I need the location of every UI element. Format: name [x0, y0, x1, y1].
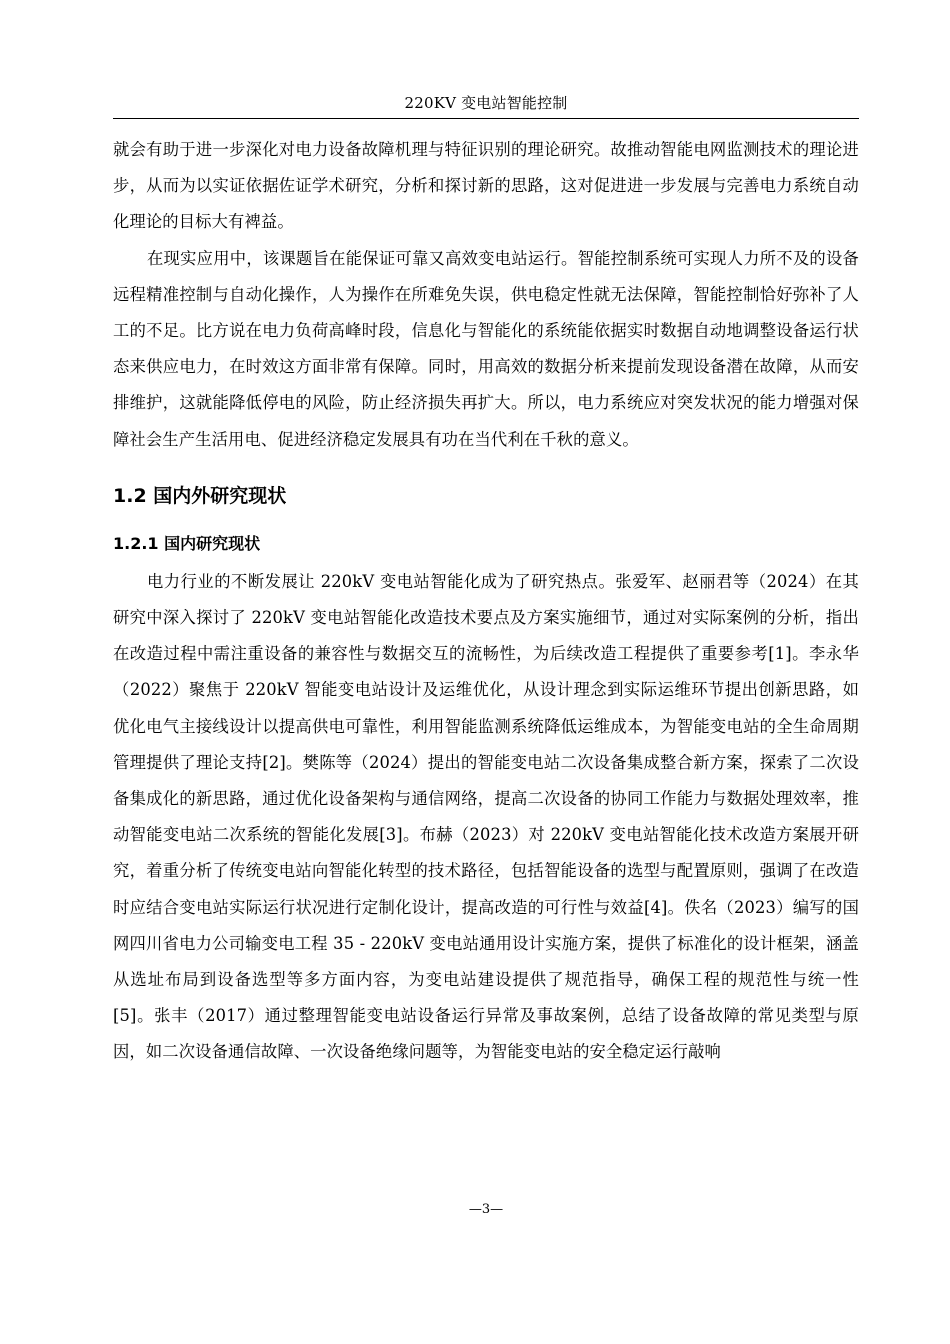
domestic-research-paragraph: 电力行业的不断发展让 220kV 变电站智能化成为了研究热点。张爱军、赵丽君等（2024）在其研究中深入探讨了 220kV 变电站智能化改造技术要点及方案实施细节，通过对实际案例的分析，指出在改造过程中需注重设备的兼容性与数据交互的流畅性，为后续改造工程提供了重要参考[1]。李永华（2022）聚焦于 220kV 智能变电站设计及运维优化，从设计理念到实际运维环节提出创新思路，如优化电气主接线设计以提高供电可靠性，利用智能监测系统降低运维成本，为智能变电站的全生命周期管理提供了理论支持[2]。樊陈等（2024）提出的智能变电站二次设备集成整合新方案，探索了二次设备集成化的新思路，通过优化设备架构与通信网络，提高二次设备的协同工作能力与数据处理效率，推动智能变电站二次系统的智能化发展[3]。布赫（2023）对 220kV 变电站智能化技术改造方案展开研究，着重分析了传统变电站向智能化转型的技术路径，包括智能设备的选型与配置原则，强调了在改造时应结合变电站实际运行状况进行定制化设计，提高改造的可行性与效益[4]。佚名（2023）编写的国网四川省电力公司输变电工程 35 - 220kV 变电站通用设计实施方案，提供了标准化的设计框架，涵盖从选址布局到设备选型等多方面内容，为变电站建设提供了规范指导，确保工程的规范性与统一性[5]。张丰（2017）通过整理智能变电站设备运行异常及事故案例，总结了设备故障的常见类型与原因，如二次设备通信故障、一次设备绝缘问题等，为智能变电站的安全稳定运行敲响 [113, 571, 859, 1062]
intro-paragraph-continuation: 就会有助于进一步深化对电力设备故障机理与特征识别的理论研究。故推动智能电网监测技术的理论进步，从而为以实证依据佐证学术研究，分析和探讨新的思路，这对促进进一步发展与完善电力系统自动化理论的目标大有裨益。 [113, 140, 859, 232]
page-body [113, 132, 859, 1071]
section-heading: 1.2 国内外研究现状 [113, 484, 287, 507]
intro-paragraph-application: 在现实应用中，该课题旨在能保证可靠又高效变电站运行。智能控制系统可实现人力所不及的设备远程精准控制与自动化操作，人为操作在所难免失误，供电稳定性就无法保障，智能控制恰好弥补了人工的不足。比方说在电力负荷高峰时段，信息化与智能化的系统能依据实时数据自动地调整设备运行状态来供应电力，在时效这方面非常有保障。同时，用高效的数据分析来提前发现设备潜在故障，从而安排维护，这就能降低停电的风险，防止经济损失再扩大。所以，电力系统应对突发状况的能力增强对保障社会生产生活用电、促进经济稳定发展具有功在当代利在千秋的意义。 [113, 248, 859, 449]
running-header: 220KV 变电站智能控制 [404, 94, 568, 112]
page-number: —3— [468, 1202, 504, 1217]
subsection-heading: 1.2.1 国内研究现状 [113, 533, 261, 553]
header-divider [113, 118, 859, 119]
